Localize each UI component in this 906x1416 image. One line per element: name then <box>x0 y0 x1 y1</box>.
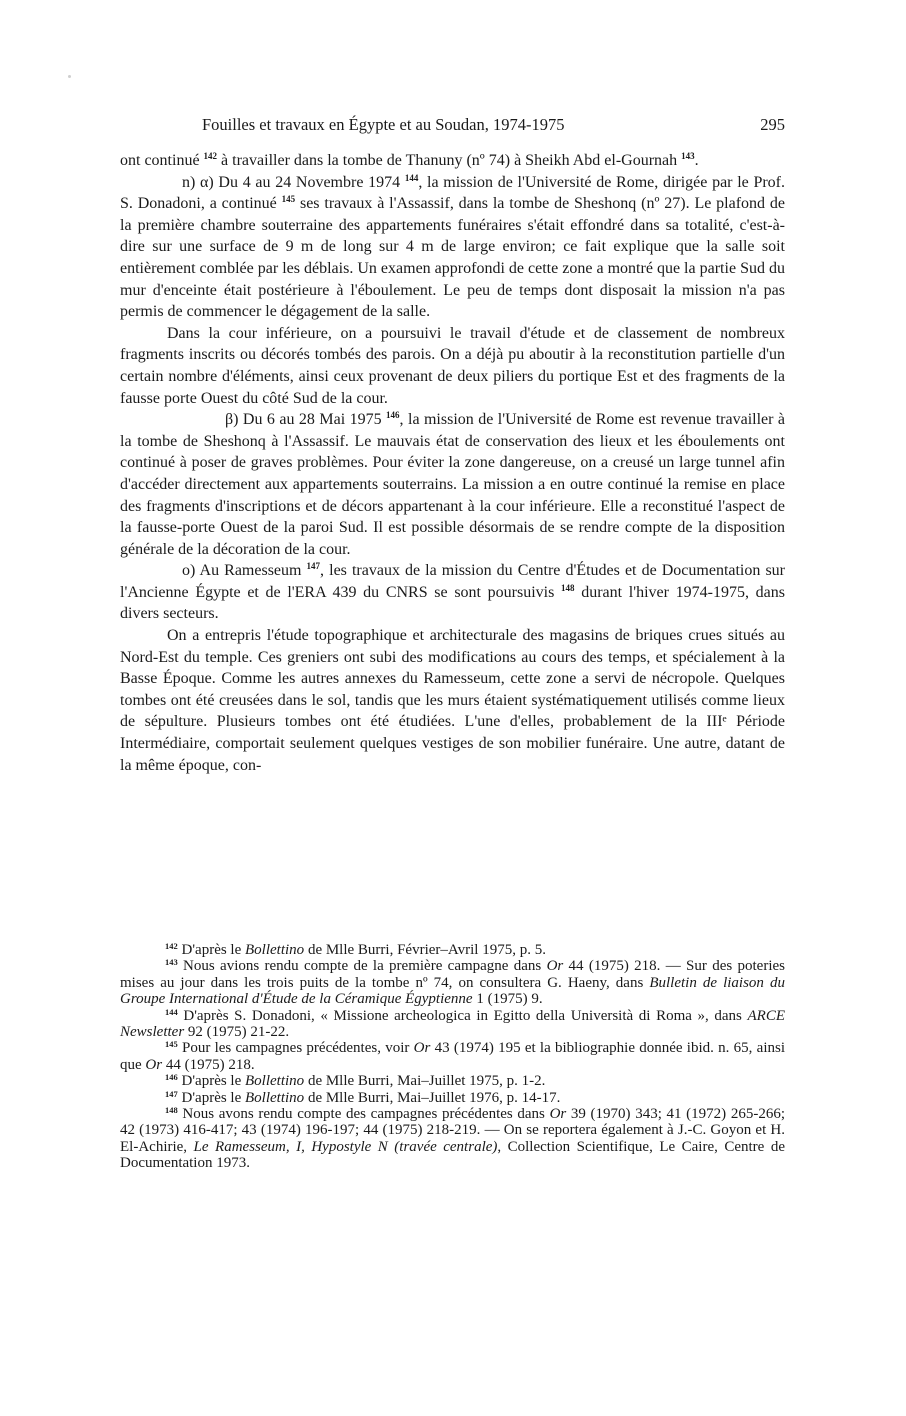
footnote-144: $^{144}$ D'après S. Donadoni, « Missione archeologica in Egitto della Università di Roma », dans ARCE Newsletter 92 (1975) 21-22. <box>120 1006 785 1041</box>
footnote-number: 147 <box>165 1088 178 1099</box>
footnote-148: $^{148}$ Nous avons rendu compte des campagnes précédentes dans Or 39 (1970) 343; 41 (1972) 265-266; 42 (1973) 416-417; 43 (1974) 196-197; 44 (1975) 218-219. — On se reportera également à J.-C. Goyon et H. El-Achirie, Le Ramesseum, I, Hypostyle N (travée centrale), Collection Scientifique, Le Caire, Centre de Documentation 1973. <box>120 1105 785 1172</box>
running-title: Fouilles et travaux en Égypte et au Soudan, 1974-1975 <box>202 115 565 134</box>
footnote-145: $^{145}$ Pour les campagnes précédentes, voir Or 43 (1974) 195 et la bibliographie donnée ibid. n. 65, ainsi que Or 44 (1975) 218. <box>120 1039 785 1073</box>
footnote-ref[interactable]: 145 <box>281 194 296 205</box>
page-header <box>120 115 785 137</box>
footnote-ref[interactable]: 144 <box>404 172 419 183</box>
footnote-ref[interactable]: 142 <box>203 151 218 161</box>
footnote-number: 143 <box>165 957 178 968</box>
footnote-number: 144 <box>165 1006 178 1017</box>
footnote-ref[interactable]: 143 <box>681 151 695 161</box>
footnote-143: $^{143}$ Nous avions rendu compte de la première campagne dans Or 44 (1975) 218. — Sur des poteries mises au jour dans les trois puits de la tombe nº 74, on consultera G. Haeny, dans Bulletin de liaison du Groupe International d'Étude de la Céramique Égyptienne 1 (1975) 9. <box>120 957 785 1008</box>
footnote-ref[interactable]: 146 <box>386 410 400 421</box>
footnote-ref[interactable]: 148 <box>561 582 575 593</box>
footnote-number: 146 <box>165 1072 178 1083</box>
footnote-142: $^{142}$ D'après le Bollettino de Mlle Burri, Février–Avril 1975, p. 5. <box>165 941 546 958</box>
footnote-number: 145 <box>165 1039 178 1050</box>
footnote-number: 148 <box>165 1105 178 1116</box>
footnote-147: $^{147}$ D'après le Bollettino de Mlle Burri, Mai–Juillet 1976, p. 14-17. <box>165 1088 561 1106</box>
paragraph-1: ont continué $^{142}$ à travailler dans la tombe de Thanuny (nº 74) à Sheikh Abd el-Gournah $^{143}$. <box>120 151 699 169</box>
footnote-number: 142 <box>165 941 178 951</box>
page-number: 295 <box>760 115 785 134</box>
main-text <box>120 150 785 776</box>
paragraph-5: o) Au Ramesseum $^{147}$, les travaux de la mission du Centre d'Études et de Documentation sur l'Ancienne Égypte et de l'ERA 439 du CNRS se sont poursuivis $^{148}$ durant l'hiver 1974-1975, dans divers secteurs. <box>120 561 786 623</box>
footnote-ref[interactable]: 147 <box>306 561 321 572</box>
paragraph-2: n) α) Du 4 au 24 Novembre 1974 $^{144}$, la mission de l'Université de Rome, dirigée par le Prof. S. Donadoni, a continué $^{145}$ ses travaux à l'Assassif, dans la tombe de Sheshonq (nº 27). Le plafond de la première chambre souterraine des appartements funéraires s'était effondré dans sa totalité, c'est-à-dire sur une surface de 9 m de long sur 4 m de large environ; ce fait explique que la salle soit entièrement comblée par les déblais. Un examen approfondi de cette zone a montré que la partie Sud du mur d'enceinte était postérieure à l'éboulement. Le peu de temps dont disposait la mission n'a pas permis de commencer le dégagement de la salle. <box>120 172 786 321</box>
footnotes <box>120 942 785 1172</box>
paragraph-3: Dans la cour inférieure, on a poursuivi le travail d'étude et de classement de nombreux fragments inscrits ou décorés tombés des parois. On a déjà pu aboutir à la reconstitution partielle d'un certain nombre d'éléments, ainsi ceux provenant de deux piliers du portique Est et des fragments de la fausse porte Ouest du côté Sud de la cour. <box>120 324 785 407</box>
paragraph-6: On a entrepris l'étude topographique et architecturale des magasins de briques crues situés au Nord-Est du temple. Ces greniers ont subi des modifications au cours des temps, et spécialement à la Basse Époque. Comme les autres annexes du Ramesseum, cette zone a servi de nécropole. Quelques tombes ont été creusées dans le sol, tandis que les murs étaient systématiquement utilisés comme lieux de sépulture. Plusieurs tombes ont été étudiées. L'une d'elles, probablement de la IIIᵉ Période Intermédiaire, comportait seulement quelques vestiges de son mobilier funéraire. Une autre, datant de la même époque, con- <box>120 627 785 774</box>
scan-speck <box>68 75 71 78</box>
paragraph-4: β) Du 6 au 28 Mai 1975 $^{146}$, la mission de l'Université de Rome est revenue travailler à la tombe de Sheshonq à l'Assassif. Le mauvais état de conservation des lieux et les éboulements ont continué à poser de graves problèmes. Pour éviter la zone dangereuse, on a creusé un large tunnel afin d'accéder directement aux appartements souterrains. La mission a en outre continué la remise en place des fragments d'inscriptions et de décors appartenant à la cour inférieure. Elle a reconstitué l'aspect de la fausse-porte Ouest de la paroi Sud. Il est possible désormais de se rendre compte de la disposition générale de la décoration de la cour. <box>120 410 786 558</box>
footnote-146: $^{146}$ D'après le Bollettino de Mlle Burri, Mai–Juillet 1975, p. 1-2. <box>165 1072 546 1090</box>
